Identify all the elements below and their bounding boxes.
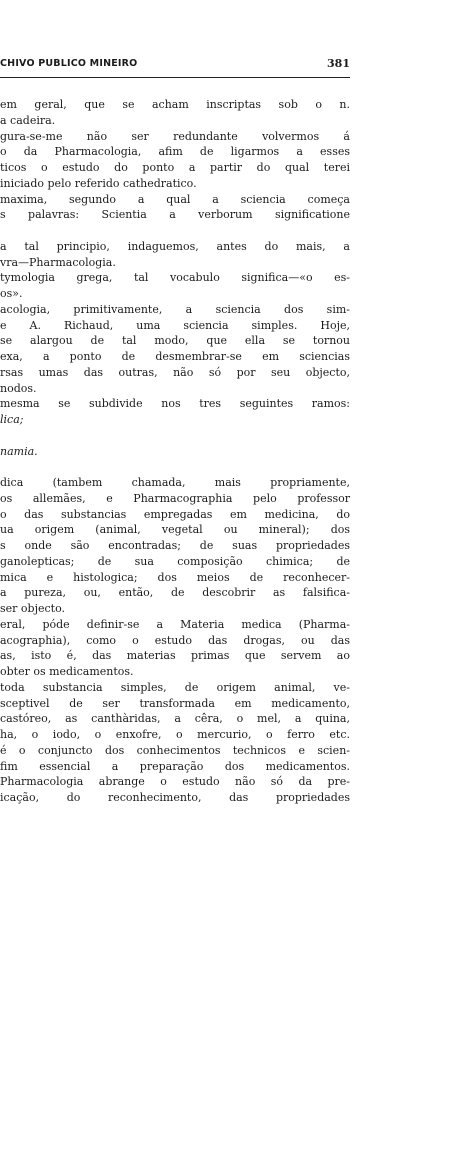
text-line: acographia), como o estudo das drogas, ou das	[0, 633, 350, 647]
text-line: ganolepticas; de sua composição chimica; de	[0, 554, 350, 568]
text-line: Pharmacologia abrange o estudo não só da pre-	[0, 775, 350, 789]
text-line: dica (tambem chamada, mais propriamente,	[0, 476, 350, 489]
text-line: iniciado pelo referido cathedratico.	[0, 176, 197, 190]
text-line: rsas umas das outras, não só por seu objecto,	[0, 365, 350, 379]
text-line: gura-se-me não ser redundante volvermos á	[0, 129, 350, 143]
text-line: mica e histologica; dos meios de reconhecer-	[0, 570, 350, 584]
text-line: a pureza, ou, então, de descobrir as falsifica-	[0, 586, 350, 600]
blank-line	[0, 223, 350, 239]
text-line: namia.	[0, 444, 38, 458]
text-line: é o conjuncto dos conhecimentos technicos e scien-	[0, 743, 350, 757]
blank-line	[0, 459, 350, 475]
text-line: s onde são encontradas; de suas propriedades	[0, 539, 350, 552]
blank-line	[0, 428, 350, 444]
text-line: lica;	[0, 413, 24, 426]
text-line: em geral, que se acham inscriptas sob o n.	[0, 98, 350, 111]
text-line: castóreo, as canthàridas, a cêra, o mel, a quina,	[0, 712, 350, 726]
text-line: a tal principio, indaguemos, antes do mais, a	[0, 239, 350, 253]
text-line: acologia, primitivamente, a sciencia dos sim-	[0, 302, 350, 316]
text-line: ticos o estudo do ponto a partir do qual terei	[0, 161, 350, 174]
text-line: mesma se subdivide nos tres seguintes ramos:	[0, 397, 350, 411]
text-line: eral, póde definir-se a Materia medica (Pharma-	[0, 617, 350, 631]
text-line: os allemães, e Pharmacographia pelo professor	[0, 491, 350, 505]
text-line: ser objecto.	[0, 602, 66, 615]
text-line: as, isto é, das materias primas que servem ao	[0, 649, 350, 663]
text-line: os».	[0, 287, 23, 300]
text-line: a cadeira.	[0, 113, 56, 127]
body-text	[0, 97, 350, 806]
text-line: obter os medicamentos.	[0, 665, 134, 678]
text-line: s palavras: Scientia a verborum significatione	[0, 208, 350, 222]
text-line: exa, a ponto de desmembrar-se em sciencias	[0, 350, 350, 363]
text-line: ha, o iodo, o enxofre, o mercurio, o ferro etc.	[0, 728, 350, 741]
text-line: maxima, segundo a qual a sciencia começa	[0, 192, 350, 206]
text-line: o das substancias empregadas em medicina, do	[0, 507, 350, 521]
header-rule	[0, 77, 350, 78]
text-line: fim essencial a preparação dos medicamentos.	[0, 759, 350, 773]
text-line: o da Pharmacologia, afim de ligarmos a esses	[0, 145, 350, 159]
text-line: vra—Pharmacologia.	[0, 255, 116, 269]
page-header	[0, 56, 350, 78]
text-line: ua origem (animal, vegetal ou mineral); dos	[0, 523, 350, 537]
text-line: tymologia grega, tal vocabulo significa—«o es-	[0, 271, 350, 285]
running-title: CHIVO PUBLICO MINEIRO	[0, 58, 138, 69]
text-line: icação, do reconhecimento, das propriedades	[0, 791, 350, 804]
text-line: toda substancia simples, de origem animal, ve-	[0, 680, 350, 694]
text-line: se alargou de tal modo, que ella se tornou	[0, 334, 350, 348]
page-number: 381	[327, 57, 350, 70]
text-line: e A. Richaud, uma sciencia simples. Hoje,	[0, 318, 350, 332]
text-line: nodos.	[0, 381, 37, 395]
text-line: sceptivel de ser transformada em medicamento,	[0, 696, 350, 710]
